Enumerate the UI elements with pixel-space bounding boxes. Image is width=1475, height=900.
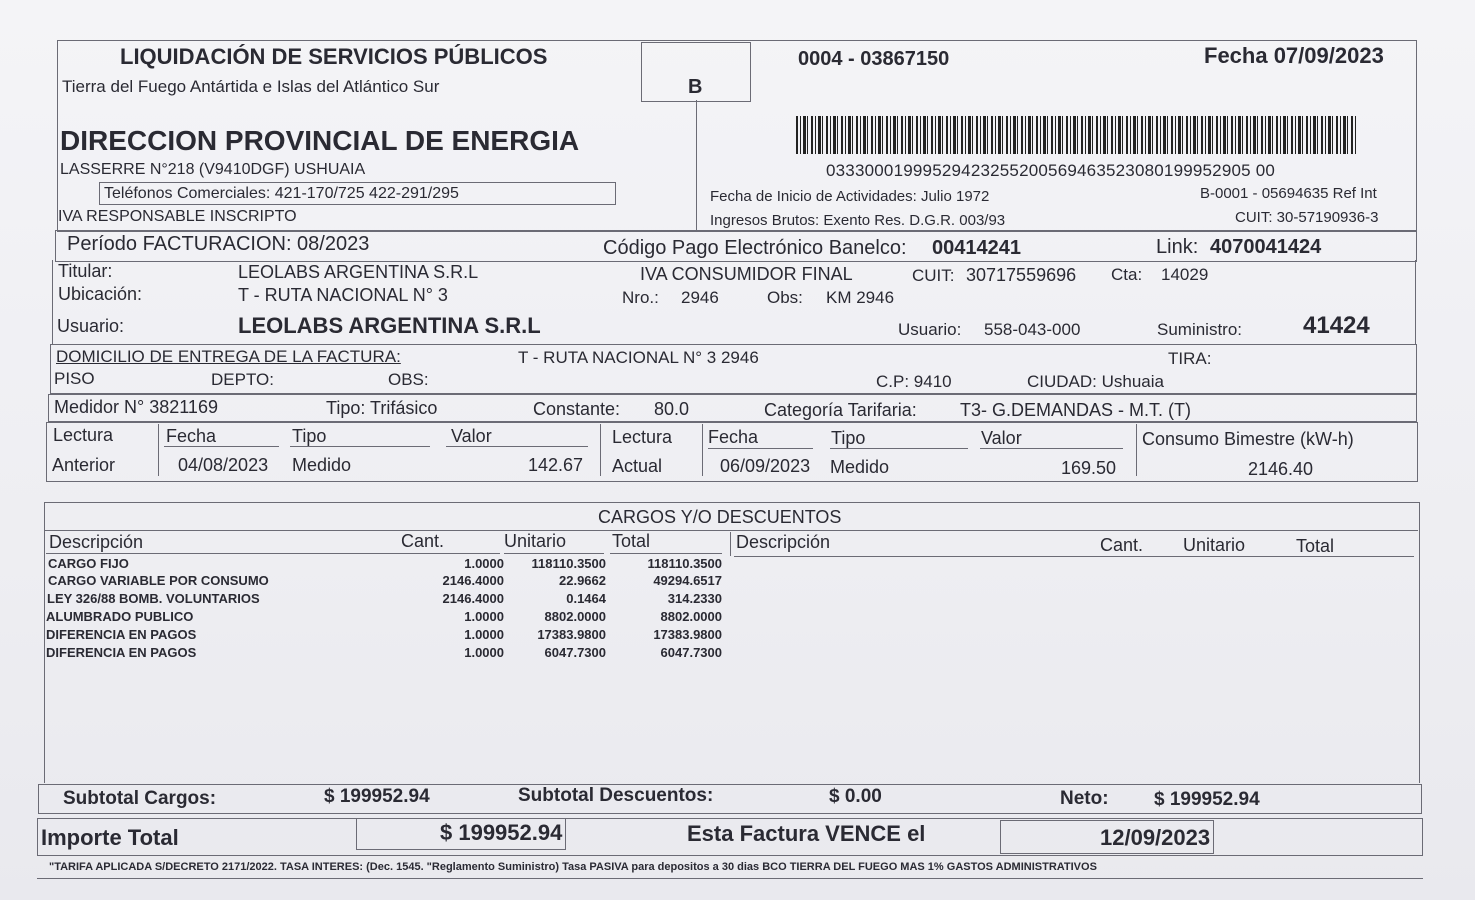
charge-total: 6047.7300 [660, 645, 722, 660]
charge-total: 8802.0000 [660, 609, 722, 624]
actual-value: 169.50 [1061, 458, 1117, 478]
anterior-type: Medido [292, 455, 352, 475]
charge-desc: DIFERENCIA EN PAGOS [46, 627, 197, 642]
net-label: Neto: [1060, 788, 1109, 809]
readings-divider-3 [702, 424, 703, 476]
charge-total: 49294.6517 [653, 573, 722, 588]
charges-header-line-unit [504, 553, 604, 554]
footer-note: "TARIFA APLICADA S/DECRETO 2171/2022. TASA INTERES: (Dec. 1545. "Reglamento Suministro) Tasa PASIVA para depositos a 30 dias BCO TIERRA DEL FUEGO MAS 1% GASTOS ADMINISTRATIVOS [49, 861, 1097, 873]
consumo-value: 2146.40 [1248, 459, 1314, 479]
charge-unit: 0.1464 [566, 591, 606, 606]
subtotal-discounts-value: $ 0.00 [829, 786, 882, 807]
charges-title-line [44, 530, 1418, 531]
nro-value: 2946 [681, 288, 719, 307]
iva-status: IVA RESPONSABLE INSCRIPTO [58, 208, 297, 225]
charges-header-line-desc [46, 553, 406, 554]
customer-right-border [1415, 260, 1416, 344]
net-value: $ 199952.94 [1154, 789, 1260, 810]
charges-title: CARGOS Y/O DESCUENTOS [598, 507, 842, 527]
delivery-label: DOMICILIO DE ENTREGA DE LA FACTURA: [56, 347, 401, 366]
obs-value: KM 2946 [826, 288, 895, 307]
charge-cant: 1.0000 [464, 645, 504, 660]
cta-label: Cta: [1111, 265, 1143, 284]
discounts-header-unit: Unitario [1183, 535, 1246, 555]
charges-header-unit: Unitario [504, 531, 567, 551]
postal-code: C.P: 9410 [876, 372, 952, 391]
titular-value: LEOLABS ARGENTINA S.R.L [238, 262, 479, 282]
charge-total: 314.2330 [667, 591, 722, 606]
valor-header-1: Valor [451, 426, 492, 446]
obs-label: Obs: [767, 288, 803, 307]
charges-column-divider [730, 532, 731, 556]
company-address: LASSERRE N°218 (V9410DGF) USHUAIA [60, 161, 366, 178]
document-title: LIQUIDACIÓN DE SERVICIOS PÚBLICOS [120, 44, 548, 69]
customer-left-border [52, 260, 53, 344]
header-divider [696, 100, 697, 230]
cuit-value: 30717559696 [966, 265, 1077, 285]
actual-date: 06/09/2023 [720, 456, 811, 476]
discounts-header-total: Total [1296, 536, 1335, 556]
actual-type: Medido [830, 457, 890, 477]
readings-divider-1 [158, 424, 159, 476]
table-row [0, 645, 740, 663]
fecha-header-1: Fecha [166, 426, 217, 446]
total-label: Importe Total [41, 825, 179, 850]
charge-total: 118110.3500 [647, 556, 722, 571]
consumo-header: Consumo Bimestre (kW-h) [1142, 429, 1354, 449]
banelco-code: 00414241 [932, 237, 1021, 259]
charge-desc: CARGO VARIABLE POR CONSUMO [48, 573, 269, 588]
discounts-header-cant: Cant. [1100, 535, 1144, 555]
usuario-num: 558-043-000 [984, 320, 1081, 339]
region-text: Tierra del Fuego Antártida e Islas del Atlántico Sur [62, 77, 440, 96]
charge-unit: 8802.0000 [544, 609, 606, 624]
footer-line [37, 878, 1423, 879]
meter-type: Tipo: Trifásico [326, 398, 438, 418]
invoice-date: Fecha 07/09/2023 [1204, 43, 1384, 68]
lectura-header-1: Lectura [53, 425, 114, 445]
charge-desc: LEY 326/88 BOMB. VOLUNTARIOS [47, 591, 260, 606]
lectura-header-2: Lectura [612, 427, 673, 447]
charge-cant: 1.0000 [464, 627, 504, 642]
nro-label: Nro.: [622, 288, 659, 307]
tira-label: TIRA: [1168, 349, 1212, 368]
table-row [0, 591, 740, 609]
titular-label: Titular: [58, 261, 113, 281]
link-label: Link: [1156, 236, 1199, 258]
total-amount: $ 199952.94 [440, 820, 563, 845]
anterior-date: 04/08/2023 [178, 455, 269, 475]
ubicacion-value: T - RUTA NACIONAL N° 3 [238, 285, 448, 305]
delivery-address: T - RUTA NACIONAL N° 3 2946 [518, 348, 759, 367]
charge-desc: DIFERENCIA EN PAGOS [46, 645, 197, 660]
start-activities: Fecha de Inicio de Actividades: Julio 1972 [710, 188, 990, 205]
usuario-num-label: Usuario: [898, 320, 962, 339]
actual-label: Actual [612, 456, 663, 476]
company-cuit: CUIT: 30-57190936-3 [1235, 209, 1379, 226]
charge-cant: 2146.4000 [442, 591, 504, 606]
obs-delivery-label: OBS: [388, 370, 429, 389]
usuario-name: LEOLABS ARGENTINA S.R.L [238, 313, 541, 338]
barcode [796, 116, 1356, 154]
constant-label: Constante: [533, 399, 621, 419]
charge-unit: 17383.9800 [537, 627, 606, 642]
usuario-label: Usuario: [57, 316, 125, 336]
suministro-label: Suministro: [1157, 320, 1243, 339]
meter-number: Medidor N° 3821169 [54, 397, 218, 417]
company-name: DIRECCION PROVINCIAL DE ENERGIA [60, 125, 580, 156]
tipo-header-2: Tipo [831, 428, 866, 448]
depto-label: DEPTO: [211, 370, 274, 389]
charge-total: 17383.9800 [653, 627, 722, 642]
valor-header-2: Valor [981, 428, 1022, 448]
charges-header-total: Total [612, 531, 651, 551]
city: CIUDAD: Ushuaia [1027, 372, 1164, 391]
invoice-number: 0004 - 03867150 [798, 48, 950, 70]
table-row [0, 627, 740, 645]
charges-header-desc: Descripción [49, 532, 144, 552]
subtotal-charges-label: Subtotal Cargos: [63, 788, 217, 809]
ref-number: B-0001 - 05694635 Ref Int [1200, 185, 1377, 202]
banelco-label: Código Pago Electrónico Banelco: [603, 237, 907, 259]
charge-unit: 118110.3500 [531, 556, 606, 571]
company-phones: Teléfonos Comerciales: 421-170/725 422-291/295 [104, 185, 459, 202]
piso-label: PISO [54, 369, 95, 388]
link-code: 4070041424 [1210, 236, 1322, 258]
anterior-value: 142.67 [528, 455, 584, 475]
charges-header-line-cant [400, 553, 500, 554]
subtotal-charges-value: $ 199952.94 [324, 786, 430, 807]
charge-desc: ALUMBRADO PUBLICO [46, 609, 194, 624]
subtotal-discounts-label: Subtotal Descuentos: [518, 785, 714, 806]
cta-value: 14029 [1161, 265, 1209, 284]
invoice-type: B [688, 76, 703, 98]
table-row [0, 556, 740, 574]
tariff-label: Categoría Tarifaria: [764, 400, 917, 420]
discounts-header-desc: Descripción [736, 532, 831, 552]
readings-header-line-4 [708, 448, 813, 449]
charges-header-line-total [610, 553, 722, 554]
table-row [0, 609, 740, 627]
meter-frame [48, 394, 1417, 422]
barcode-number: 03330001999529423255200569463523080199952905 00 [826, 161, 1276, 180]
fecha-header-2: Fecha [708, 427, 759, 447]
iva-consumer: IVA CONSUMIDOR FINAL [640, 264, 853, 284]
charge-unit: 22.9662 [559, 573, 606, 588]
charge-cant: 2146.4000 [442, 573, 504, 588]
due-label: Esta Factura VENCE el [687, 821, 926, 846]
tipo-header-1: Tipo [292, 426, 327, 446]
due-date: 12/09/2023 [1100, 825, 1211, 850]
charges-table [0, 556, 740, 666]
charge-unit: 6047.7300 [544, 645, 606, 660]
charge-cant: 1.0000 [464, 556, 504, 571]
anterior-label: Anterior [52, 455, 116, 475]
charges-header-cant: Cant. [401, 531, 445, 551]
cuit-label: CUIT: [912, 266, 955, 285]
billing-period: Período FACTURACION: 08/2023 [67, 233, 370, 255]
tariff-value: T3- G.DEMANDAS - M.T. (T) [960, 400, 1191, 420]
readings-divider-4 [1136, 424, 1137, 476]
ubicacion-label: Ubicación: [58, 284, 143, 304]
readings-divider-2 [600, 424, 601, 476]
charge-cant: 1.0000 [464, 609, 504, 624]
gross-income: Ingresos Brutos: Exento Res. D.G.R. 003/93 [710, 212, 1006, 229]
suministro-value: 41424 [1303, 312, 1370, 339]
constant-value: 80.0 [654, 399, 690, 419]
table-row [0, 573, 740, 591]
charge-desc: CARGO FIJO [48, 556, 129, 571]
